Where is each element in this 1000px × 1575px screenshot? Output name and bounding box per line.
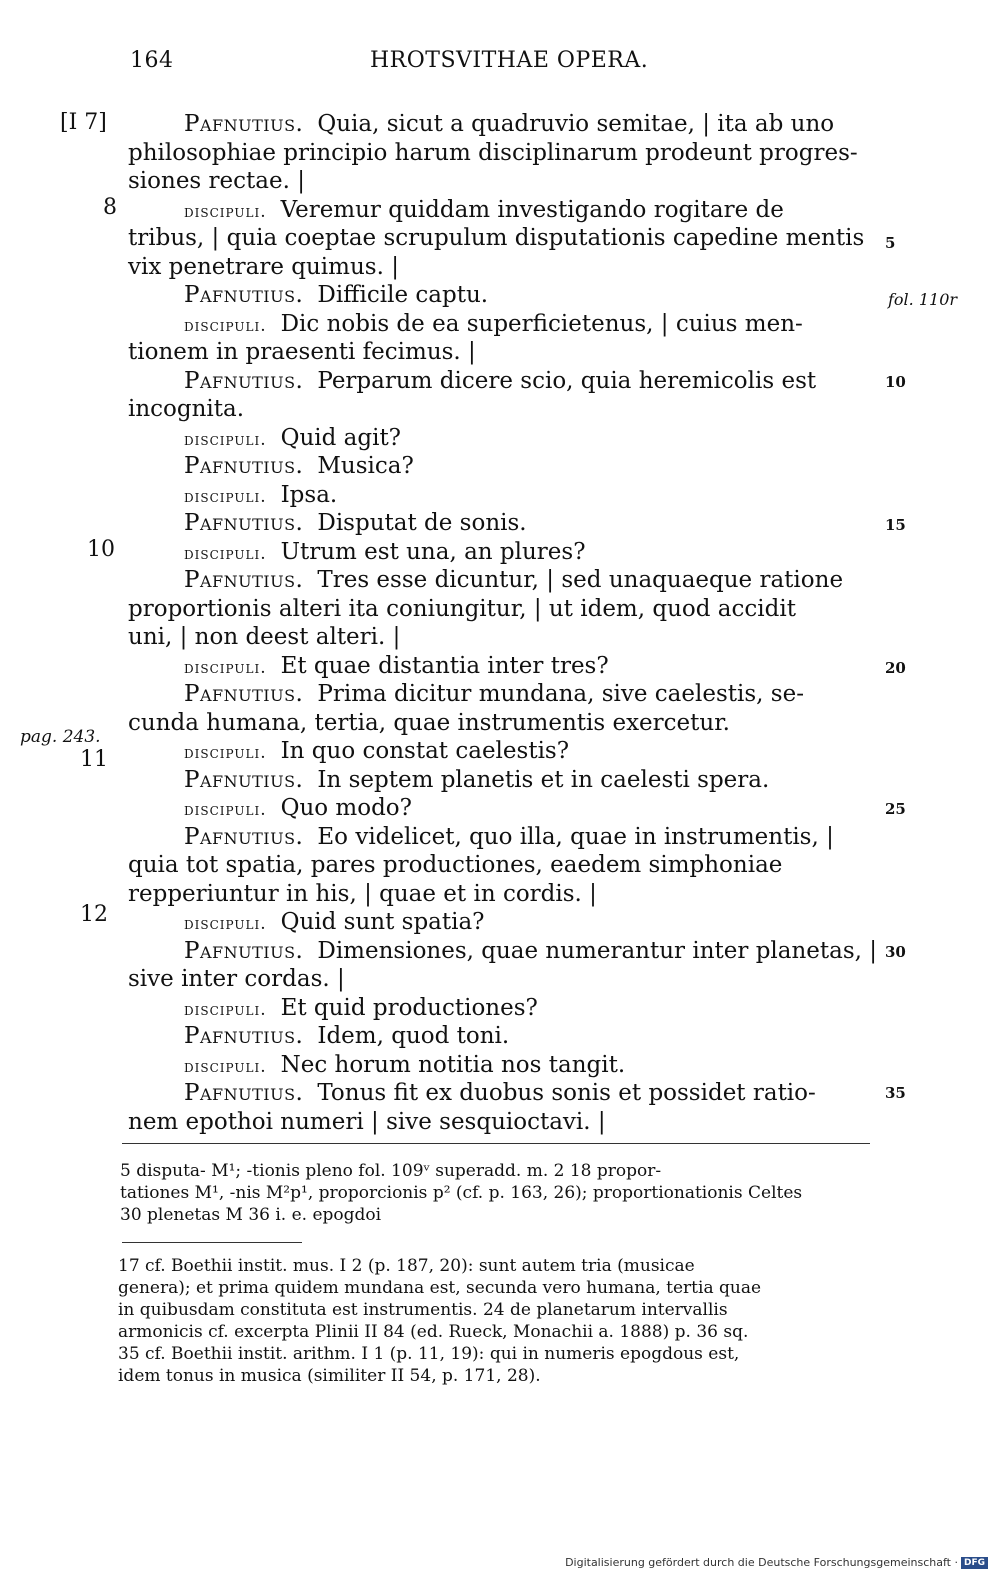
text-line [128,509,878,538]
line-text: nem epothoi numeri | sive sesquioctavi. | [128,1108,606,1135]
note-line: armonicis cf. excerpta Plinii II 84 (ed. Rueck, Monachii a. 1888) p. 36 sq. [118,1322,749,1342]
text-line [128,823,878,852]
text-line [128,367,878,396]
speaker-name: Pafnutius. [184,766,304,793]
speaker-name: discipuli. [184,1056,267,1077]
text-line [128,253,878,282]
speaker-name: Pafnutius. [184,567,304,593]
note-line: idem tonus in musica (similiter II 54, p. 171, 28). [118,1366,541,1386]
speaker-name: Pafnutius. [184,367,304,394]
text-line [128,595,878,624]
text-line [128,1022,878,1051]
line-text: Ipsa. [280,481,338,508]
text-line [128,395,878,424]
text-line [128,794,878,823]
page-reference: pag. 243. [20,727,101,747]
page-number: 164 [130,48,174,73]
text-line [128,167,878,196]
note-line: 35 cf. Boethii instit. arithm. I 1 (p. 11, 19): qui in numeris epogdous est, [118,1344,740,1364]
speaker-name: Pafnutius. [184,1023,304,1049]
text-line [128,766,878,795]
line-text: Perparum dicere scio, quia heremicolis est [317,367,817,394]
line-number-25: 25 [885,800,906,818]
text-line [128,652,878,681]
text-line [128,965,878,994]
line-text: Et quae distantia inter tres? [280,652,609,679]
text-line [128,224,878,253]
text-line [128,1051,878,1080]
divider [122,1242,302,1243]
text-line [128,481,878,510]
text-line [128,424,878,453]
line-text: Idem, quod toni. [317,1023,510,1049]
speaker-name: discipuli. [184,800,267,820]
text-line [128,680,878,709]
line-text: Nec horum notitia nos tangit. [280,1051,626,1078]
speaker-name: discipuli. [184,743,267,763]
dialogue-text [128,110,878,1136]
speaker-name: Pafnutius. [184,453,304,479]
line-number-15: 15 [885,516,906,534]
text-line [128,338,878,367]
apparatus-line: tationes M¹, -nis M²p¹, proporcionis p² (cf. p. 163, 26); proportionationis Celtes [120,1183,803,1203]
speaker-name: discipuli. [184,201,267,222]
text-line [128,937,878,966]
line-text: Difficile captu. [317,282,489,308]
line-number-5: 5 [885,234,896,252]
note-line: genera); et prima quidem mundana est, secunda vero humana, tertia quae [118,1278,762,1298]
line-text: Prima dicitur mundana, sive caelestis, se- [317,681,804,707]
line-text: philosophiae principio harum disciplinarum prodeunt progres- [128,139,858,166]
line-text: Utrum est una, an plures? [280,538,586,565]
speaker-name: Pafnutius. [184,823,304,850]
text-line [128,737,878,766]
line-text: sive inter cordas. | [128,966,345,992]
section-marker: [I 7] [60,110,107,135]
line-text: cunda humana, tertia, quae instrumentis exercetur. [128,709,730,736]
speaker-name: Pafnutius. [184,681,304,707]
line-text: Quo modo? [280,795,412,821]
line-text: Quid sunt spatia? [280,909,485,935]
divider [122,1143,870,1144]
text-line [128,1108,878,1137]
line-number-10: 10 [885,373,906,391]
line-text: Quid agit? [280,424,402,451]
line-text: In quo constat caelestis? [280,738,570,764]
folio-reference: fol. 110r [888,290,958,309]
running-title: HROTSVITHAE OPERA. [370,48,649,73]
line-text: Musica? [317,453,414,479]
section-number-11: 11 [80,747,108,772]
footer-credit [565,1556,988,1569]
line-text: In septem planetis et in caelesti spera. [317,766,770,793]
source-notes [118,1255,870,1387]
section-number-12: 12 [80,902,108,927]
note-line: 17 cf. Boethii instit. mus. I 2 (p. 187, 20): sunt autem tria (musicae [118,1256,695,1276]
text-line [128,110,878,139]
line-text: uni, | non deest alteri. | [128,624,401,650]
line-text: Tres esse dicuntur, | sed unaquaeque ratione [317,567,844,593]
line-number-20: 20 [885,659,906,677]
text-line [128,452,878,481]
line-text: vix penetrare quimus. | [128,253,399,280]
line-text: tionem in praesenti fecimus. | [128,339,476,365]
speaker-name: discipuli. [184,657,267,678]
section-number-10: 10 [87,537,115,562]
text-line [128,139,878,168]
line-number-30: 30 [885,943,906,961]
speaker-name: discipuli. [184,315,267,336]
speaker-name: discipuli. [184,543,267,564]
line-text: Quia, sicut a quadruvio semitae, | ita ab uno [317,111,835,137]
text-line [128,281,878,310]
speaker-name: discipuli. [184,486,267,507]
line-text: Eo videlicet, quo illa, quae in instrumentis, | [317,823,834,850]
text-line [128,851,878,880]
line-text: siones rectae. | [128,168,305,194]
note-line: in quibusdam constituta est instrumentis. 24 de planetarum intervallis [118,1300,728,1320]
line-text: Dic nobis de ea superficietenus, | cuius men- [280,310,803,337]
line-text: repperiuntur in his, | quae et in cordis. | [128,880,597,907]
text-line [128,196,878,225]
speaker-name: discipuli. [184,429,267,450]
apparatus-line: 30 plenetas M 36 i. e. epogdoi [120,1205,382,1225]
line-text: tribus, | quia coeptae scrupulum disputationis capedine mentis [128,225,865,251]
text-line [128,908,878,937]
text-line [128,709,878,738]
line-text: quia tot spatia, pares productiones, eaedem simphoniae [128,852,783,878]
line-text: proportionis alteri ita coniungitur, | ut idem, quod accidit [128,595,796,622]
text-line [128,994,878,1023]
text-line [128,538,878,567]
line-number-35: 35 [885,1084,906,1102]
speaker-name: Pafnutius. [184,937,304,964]
line-text: Disputat de sonis. [317,510,527,536]
line-text: Et quid productiones? [280,994,538,1021]
text-line [128,623,878,652]
line-text: Veremur quiddam investigando rogitare de [280,196,784,223]
text-line [128,566,878,595]
section-number-8: 8 [103,195,117,220]
critical-apparatus [120,1160,870,1226]
speaker-name: discipuli. [184,999,267,1020]
speaker-name: Pafnutius. [184,282,304,308]
text-line [128,310,878,339]
line-text: incognita. [128,396,245,422]
line-text: Dimensiones, quae numerantur inter planetas, | [317,937,878,964]
speaker-name: Pafnutius. [184,1080,304,1106]
dfg-logo: DFG [961,1557,988,1569]
text-line [128,880,878,909]
apparatus-line: 5 disputa- M¹; -tionis pleno fol. 109ᵛ superadd. m. 2 18 propor- [120,1161,662,1181]
text-line [128,1079,878,1108]
footer-text: Digitalisierung gefördert durch die Deutsche Forschungsgemeinschaft · [565,1556,958,1569]
speaker-name: Pafnutius. [184,510,304,536]
line-text: Tonus fit ex duobus sonis et possidet ratio- [317,1080,816,1106]
speaker-name: discipuli. [184,914,267,934]
speaker-name: Pafnutius. [184,111,304,137]
